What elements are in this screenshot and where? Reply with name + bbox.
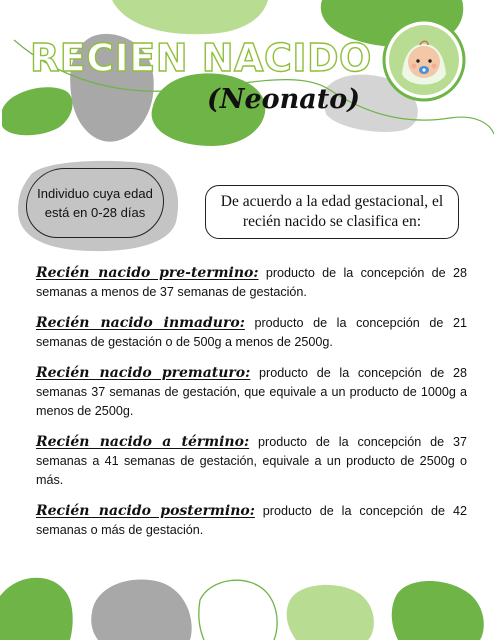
age-range-callout: Individuo cuya edad está en 0-28 días (26, 168, 164, 238)
definition-item (36, 502, 467, 540)
definition-text: producto de la concepción de 28 semanas 37 semanas de gestación, que equivale a un producto de 1000g a menos de 2500g. (36, 366, 467, 418)
definition-item (36, 433, 467, 490)
definition-text: producto de la concepción de 37 semanas a 41 semanas de gestación, equivale a un producto de 2500g o más. (36, 435, 468, 487)
definition-term: Recién nacido a término: (36, 434, 250, 450)
definition-term: Recién nacido postermino: (36, 503, 255, 519)
definition-text: producto de la concepción de 28 semanas a menos de 37 semanas de gestación. (36, 266, 467, 299)
bottom-decoration (0, 560, 494, 640)
definition-term: Recién nacido prematuro: (36, 365, 251, 381)
definition-term: Recién nacido pre-termino: (36, 265, 259, 281)
definition-item (36, 364, 467, 421)
green-blob-bottom-right (392, 581, 484, 640)
page-subtitle: (Neonato) (207, 84, 361, 115)
definition-item (36, 314, 467, 352)
definitions-list (36, 264, 467, 552)
baby-icon (382, 18, 466, 102)
definition-item (36, 264, 467, 302)
page-title: RECIEN NACIDO (30, 36, 372, 80)
definition-text: producto de la concepción de 42 semanas o más de gestación. (36, 504, 467, 537)
definition-text: producto de la concepción de 21 semanas de gestación o de 500g a menos de 2500g. (36, 316, 468, 349)
gray-blob-bottom (91, 580, 191, 640)
definition-term: Recién nacido inmaduro: (36, 315, 245, 331)
classification-callout: De acuerdo a la edad gestacional, el recién nacido se clasifica en: (205, 185, 459, 239)
green-blob-bottom-left (0, 578, 73, 640)
light-green-blob-bottom (287, 585, 374, 640)
outline-blob-bottom (199, 580, 277, 640)
